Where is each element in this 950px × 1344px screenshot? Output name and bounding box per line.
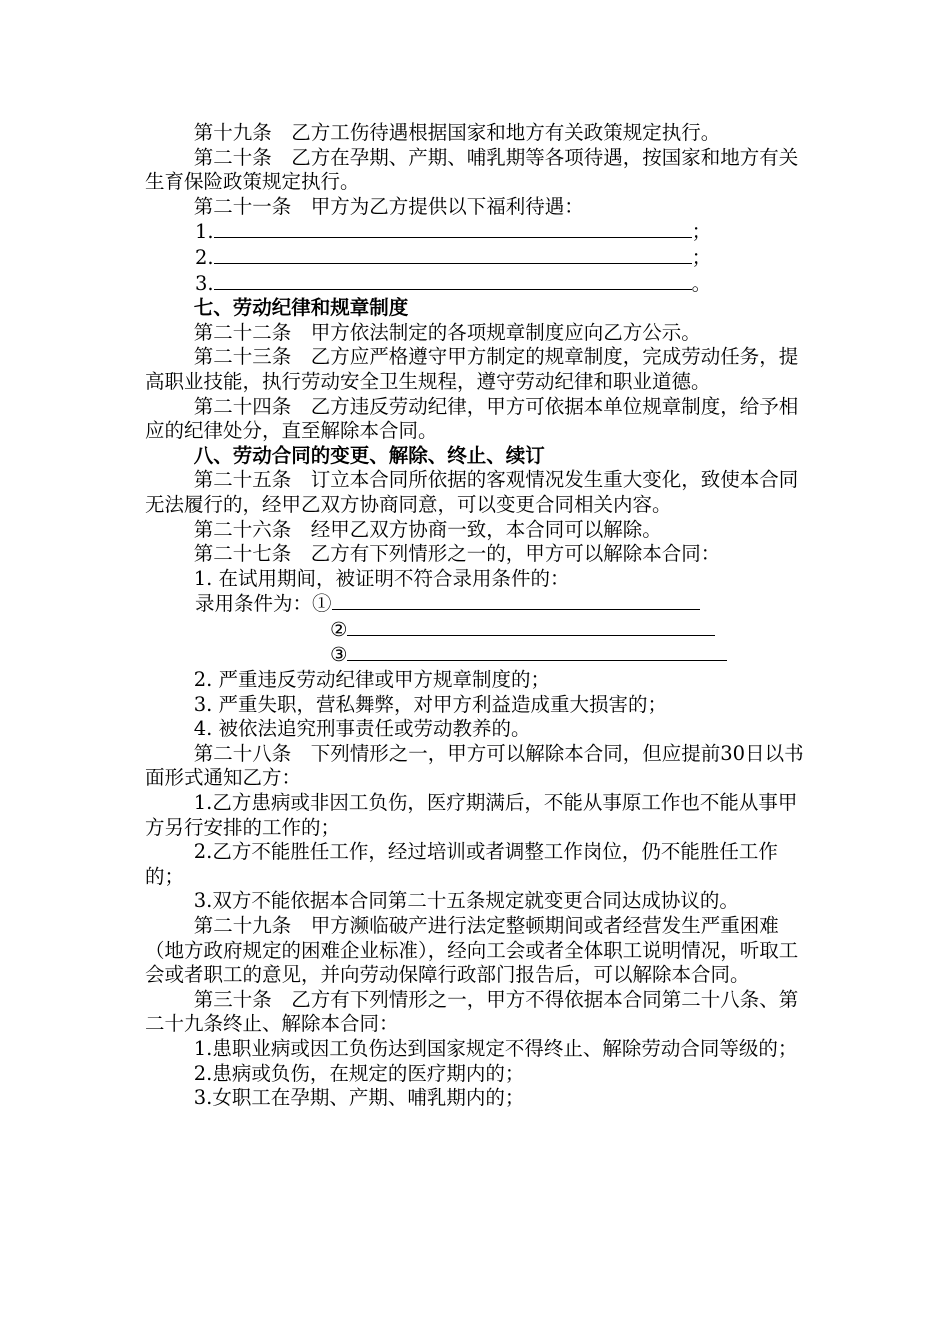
article-28: 第二十八条 下列情形之一，甲方可以解除本合同，但应提前30日以书面形式通知乙方： <box>145 741 804 790</box>
document-page <box>145 121 810 1111</box>
article-28-item-1: 1.乙方患病或非因工负伤，医疗期满后，不能从事原工作也不能从事甲方另行安排的工作的； <box>145 791 798 839</box>
condition-marker: ② <box>330 617 348 641</box>
blank-prefix: 1. <box>195 220 214 244</box>
blank-prefix: 2. <box>195 245 214 269</box>
article-19: 第十九条 乙方工伤待遇根据国家和地方有关政策规定执行。 <box>193 121 721 144</box>
hiring-condition-3 <box>145 642 810 668</box>
article-27-item-3: 3. 严重失职，营私舞弊，对甲方利益造成重大损害的； <box>193 692 668 716</box>
article-24: 第二十四条 乙方违反劳动纪律，甲方可依据本单位规章制度，给予相应的纪律处分，直至解除本合同。 <box>145 394 799 443</box>
article-23: 第二十三条 乙方应严格遵守甲方制定的规章制度，完成劳动任务，提高职业技能，执行劳动安全卫生规程，遵守劳动纪律和职业道德。 <box>145 345 799 393</box>
blank-underline <box>214 219 692 238</box>
article-27-item-1: 1. 在试用期间，被证明不符合录用条件的： <box>193 566 570 590</box>
article-26: 第二十六条 经甲乙双方协商一致，本合同可以解除。 <box>193 517 662 541</box>
article-27-item-4: 4. 被依法追究刑事责任或劳动教养的。 <box>193 717 531 741</box>
blank-underline <box>214 245 692 264</box>
condition-underline <box>347 617 715 636</box>
condition-marker: ① <box>312 592 332 616</box>
welfare-blank-1 <box>145 219 810 245</box>
section-heading-8: 八、劳动合同的变更、解除、终止、续订 <box>193 443 545 467</box>
condition-marker: ③ <box>330 643 348 667</box>
blank-prefix: 3. <box>195 271 214 295</box>
blank-suffix: ； <box>691 220 712 244</box>
article-28-item-2: 2.乙方不能胜任工作，经过培训或者调整工作岗位，仍不能胜任工作的； <box>145 840 778 888</box>
article-29: 第二十九条 甲方濒临破产进行法定整顿期间或者经营发生严重困难（地方政府规定的困难企业标准），经向工会或者全体职工说明情况，听取工会或者职工的意见，并向劳动保障行政部门报告后，可以解除本合同。 <box>145 914 799 987</box>
section-heading-7: 七、劳动纪律和规章制度 <box>193 296 409 320</box>
hiring-condition-2 <box>145 617 810 643</box>
welfare-blank-3 <box>145 271 810 297</box>
article-20: 第二十条 乙方在孕期、产期、哺乳期等各项待遇，按国家和地方有关生育保险政策规定执行。 <box>145 145 799 194</box>
article-28-item-3: 3.双方不能依据本合同第二十五条规定就变更合同达成协议的。 <box>193 889 739 913</box>
article-27-item-2: 2. 严重违反劳动纪律或甲方规章制度的； <box>193 668 551 692</box>
conditions-label: 录用条件为： <box>195 592 313 616</box>
blank-underline <box>214 271 692 290</box>
article-25: 第二十五条 订立本合同所依据的客观情况发生重大变化，致使本合同无法履行的，经甲乙双方协商同意，可以变更合同相关内容。 <box>145 468 799 516</box>
article-27: 第二十七条 乙方有下列情形之一的，甲方可以解除本合同： <box>193 542 721 566</box>
article-21: 第二十一条 甲方为乙方提供以下福利待遇： <box>193 194 584 218</box>
blank-suffix: ； <box>691 245 712 269</box>
article-30-item-1: 1.患职业病或因工负伤达到国家规定不得终止、解除劳动合同等级的； <box>193 1036 798 1060</box>
article-30: 第三十条 乙方有下列情形之一，甲方不得依据本合同第二十八条、第二十九条终止、解除本合同： <box>145 987 799 1036</box>
article-30-item-3: 3.女职工在孕期、产期、哺乳期内的； <box>193 1086 525 1110</box>
blank-suffix: 。 <box>691 271 712 295</box>
article-22: 第二十二条 甲方依法制定的各项规章制度应向乙方公示。 <box>193 320 701 344</box>
condition-underline <box>347 642 727 661</box>
welfare-blank-2 <box>145 245 810 271</box>
hiring-condition-1 <box>145 591 810 617</box>
article-30-item-2: 2.患病或负伤，在规定的医疗期内的； <box>193 1061 525 1085</box>
condition-underline <box>332 591 700 610</box>
